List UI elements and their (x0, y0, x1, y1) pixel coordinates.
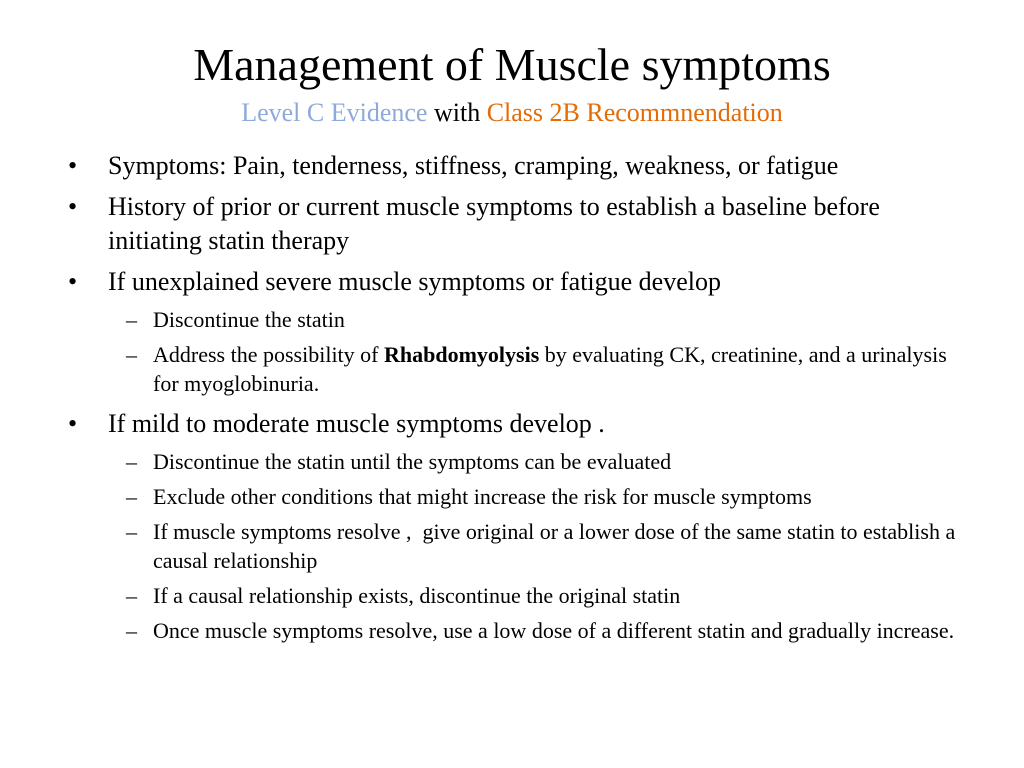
bullet-severe-symptoms (66, 265, 971, 299)
slide-subtitle (0, 97, 1024, 129)
sub-bullet-text: Discontinue the statin until the symptoms can be evaluated (153, 449, 672, 474)
bullet-history (66, 190, 971, 258)
sub-bullet-rhabdomyolysis (66, 340, 971, 398)
bullet-mild-symptoms (66, 407, 971, 441)
sub-bullet-rechallenge (66, 517, 971, 575)
evidence-level-label: Level C Evidence (241, 98, 428, 127)
sub-bullet-discontinue (66, 305, 971, 334)
slide-title: Management of Muscle symptoms (193, 39, 831, 90)
bullet-text: Symptoms: Pain, tenderness, stiffness, cramping, weakness, or fatigue (108, 151, 839, 180)
bullet-symptoms (66, 149, 971, 183)
bullet-marker: • (68, 409, 78, 438)
bullet-marker: • (68, 151, 78, 180)
dash-marker: – (126, 618, 137, 643)
bullet-marker: • (68, 267, 78, 296)
bullet-text: History of prior or current muscle symptoms to establish a baseline before initiating statin therapy (108, 192, 880, 255)
sub-bullet-text: Exclude other conditions that might increase the risk for muscle symptoms (153, 484, 812, 509)
dash-marker: – (126, 449, 137, 474)
dash-marker: – (126, 583, 137, 608)
sub-bullet-text-pre: Address the possibility of (153, 342, 384, 367)
sub-bullet-text: Once muscle symptoms resolve, use a low dose of a different statin and gradually increase. (153, 618, 955, 643)
bullet-text: If mild to moderate muscle symptoms develop . (108, 409, 605, 438)
sub-bullet-causal (66, 581, 971, 610)
dash-marker: – (126, 484, 137, 509)
bullet-text: If unexplained severe muscle symptoms or fatigue develop (108, 267, 721, 296)
sub-bullet-text: If a causal relationship exists, discontinue the original statin (153, 583, 681, 608)
dash-marker: – (126, 307, 137, 332)
rhabdomyolysis-term: Rhabdomyolysis (384, 342, 540, 367)
bullet-list (66, 142, 971, 645)
sub-bullet-text-post: by evaluating CK, creatinine, and a urinalysis for myoglobinuria. (153, 342, 947, 396)
recommendation-class-label: Class 2B Recommnendation (486, 98, 783, 127)
bullet-marker: • (68, 192, 78, 221)
sub-bullet-text: If muscle symptoms resolve , give original or a lower dose of the same statin to establish a causal relationship (153, 519, 961, 573)
sub-bullet-exclude (66, 482, 971, 511)
sub-bullet-text: Discontinue the statin (153, 307, 345, 332)
subtitle-connector: with (427, 98, 487, 127)
sub-bullet-evaluate (66, 447, 971, 476)
sub-bullet-different-statin (66, 616, 971, 645)
dash-marker: – (126, 342, 137, 367)
dash-marker: – (126, 519, 137, 544)
